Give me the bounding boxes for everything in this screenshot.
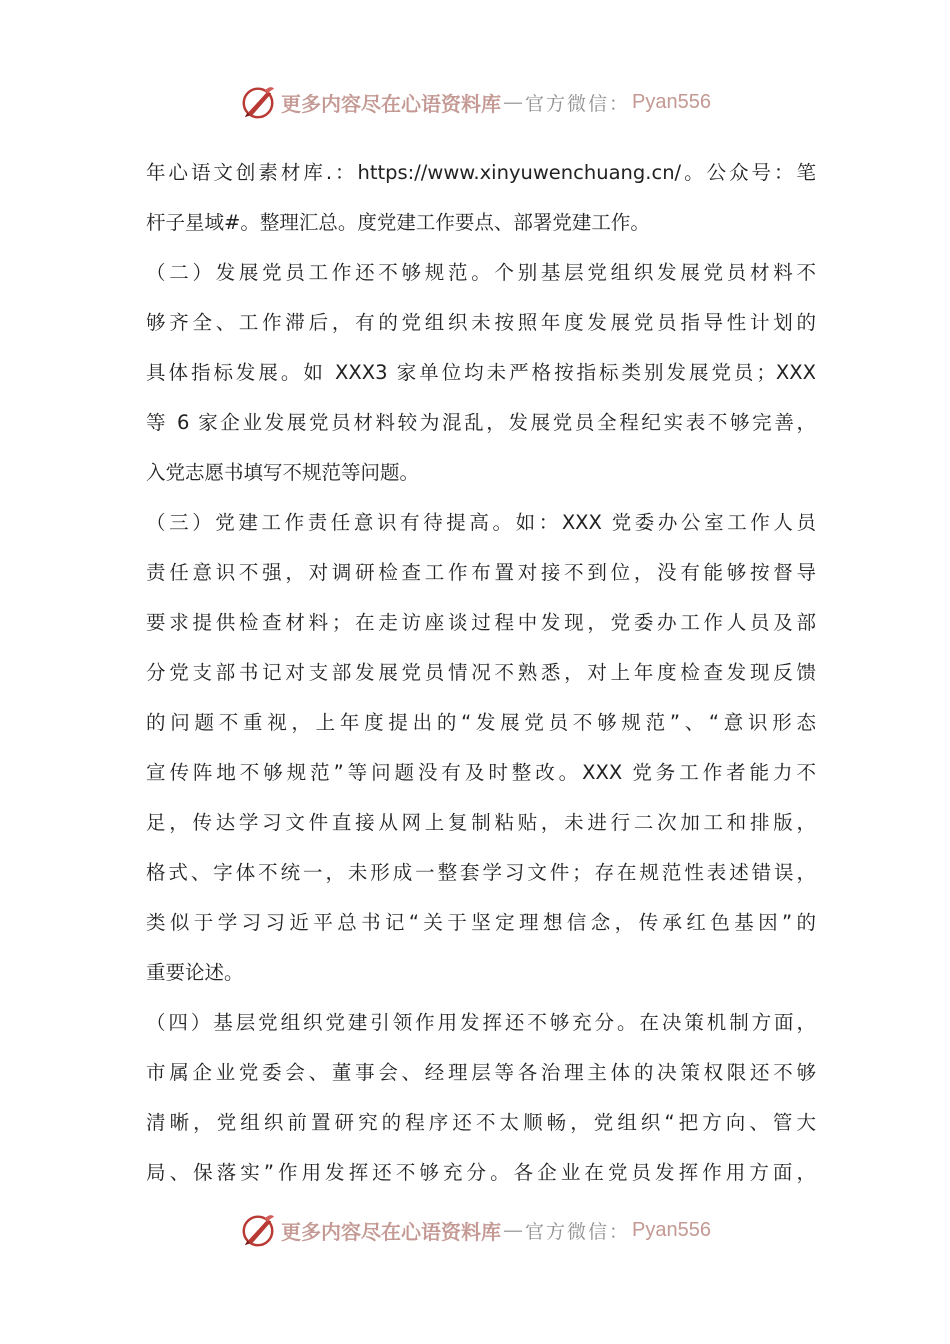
pen-logo-icon bbox=[239, 1211, 277, 1249]
footer-wechat-label: 官方微信： bbox=[525, 1220, 631, 1243]
body-line: 入党志愿书填写不规范等问题。 bbox=[146, 461, 420, 484]
body-line: 的问题不重视，上年度提出的“发展党员不够规范”、“意识形态 bbox=[146, 711, 816, 734]
body-line: 宣传阵地不够规范”等问题没有及时整改。XXX 党务工作者能力不 bbox=[146, 761, 816, 784]
header-wechat-label: 官方微信： bbox=[525, 92, 631, 115]
header-promo-text: 更多内容尽在心语资料库 bbox=[281, 91, 501, 116]
footer-dash: — bbox=[503, 1218, 523, 1242]
body-line: 够齐全、工作滞后，有的党组织未按照年度发展党员指导性计划的 bbox=[146, 311, 816, 334]
body-line: 局、保落实”作用发挥还不够充分。各企业在党员发挥作用方面， bbox=[146, 1161, 816, 1184]
footer-watermark bbox=[0, 1208, 950, 1252]
footer-promo-text: 更多内容尽在心语资料库 bbox=[281, 1219, 501, 1244]
body-line: 市属企业党委会、董事会、经理层等各治理主体的决策权限还不够 bbox=[146, 1061, 816, 1084]
body-line: 年心语文创素材库.：https://www.xinyuwenchuang.cn/。公众号：笔 bbox=[146, 161, 816, 184]
body-line: 等 6 家企业发展党员材料较为混乱，发展党员全程纪实表不够完善， bbox=[146, 411, 816, 434]
header-watermark bbox=[0, 80, 950, 124]
pen-logo-icon bbox=[239, 83, 277, 121]
body-line: （三）党建工作责任意识有待提高。如：XXX 党委办公室工作人员 bbox=[146, 511, 816, 534]
body-line: 足，传达学习文件直接从网上复制粘贴，未进行二次加工和排版， bbox=[146, 811, 816, 834]
footer-wechat-id: Pyan556 bbox=[632, 1218, 711, 1241]
body-line: 责任意识不强，对调研检查工作布置对接不到位，没有能够按督导 bbox=[146, 561, 816, 584]
body-line: （四）基层党组织党建引领作用发挥还不够充分。在决策机制方面， bbox=[146, 1011, 816, 1034]
body-line: 杆子星域#。整理汇总。度党建工作要点、部署党建工作。 bbox=[146, 211, 650, 234]
body-line: 分党支部书记对支部发展党员情况不熟悉，对上年度检查发现反馈 bbox=[146, 661, 816, 684]
body-line: 类似于学习习近平总书记“关于坚定理想信念，传承红色基因”的 bbox=[146, 911, 816, 934]
body-line: 清晰，党组织前置研究的程序还不太顺畅，党组织“把方向、管大 bbox=[146, 1111, 816, 1134]
header-dash: — bbox=[503, 90, 523, 114]
body-line: 重要论述。 bbox=[146, 961, 244, 984]
body-line: 要求提供检查材料；在走访座谈过程中发现，党委办工作人员及部 bbox=[146, 611, 816, 634]
document-body bbox=[146, 148, 816, 1198]
body-line: （二）发展党员工作还不够规范。个别基层党组织发展党员材料不 bbox=[146, 261, 816, 284]
body-line: 具体指标发展。如 XXX3 家单位均未严格按指标类别发展党员；XXX bbox=[146, 361, 816, 384]
body-line: 格式、字体不统一，未形成一整套学习文件；存在规范性表述错误， bbox=[146, 861, 816, 884]
header-wechat-id: Pyan556 bbox=[632, 90, 711, 113]
